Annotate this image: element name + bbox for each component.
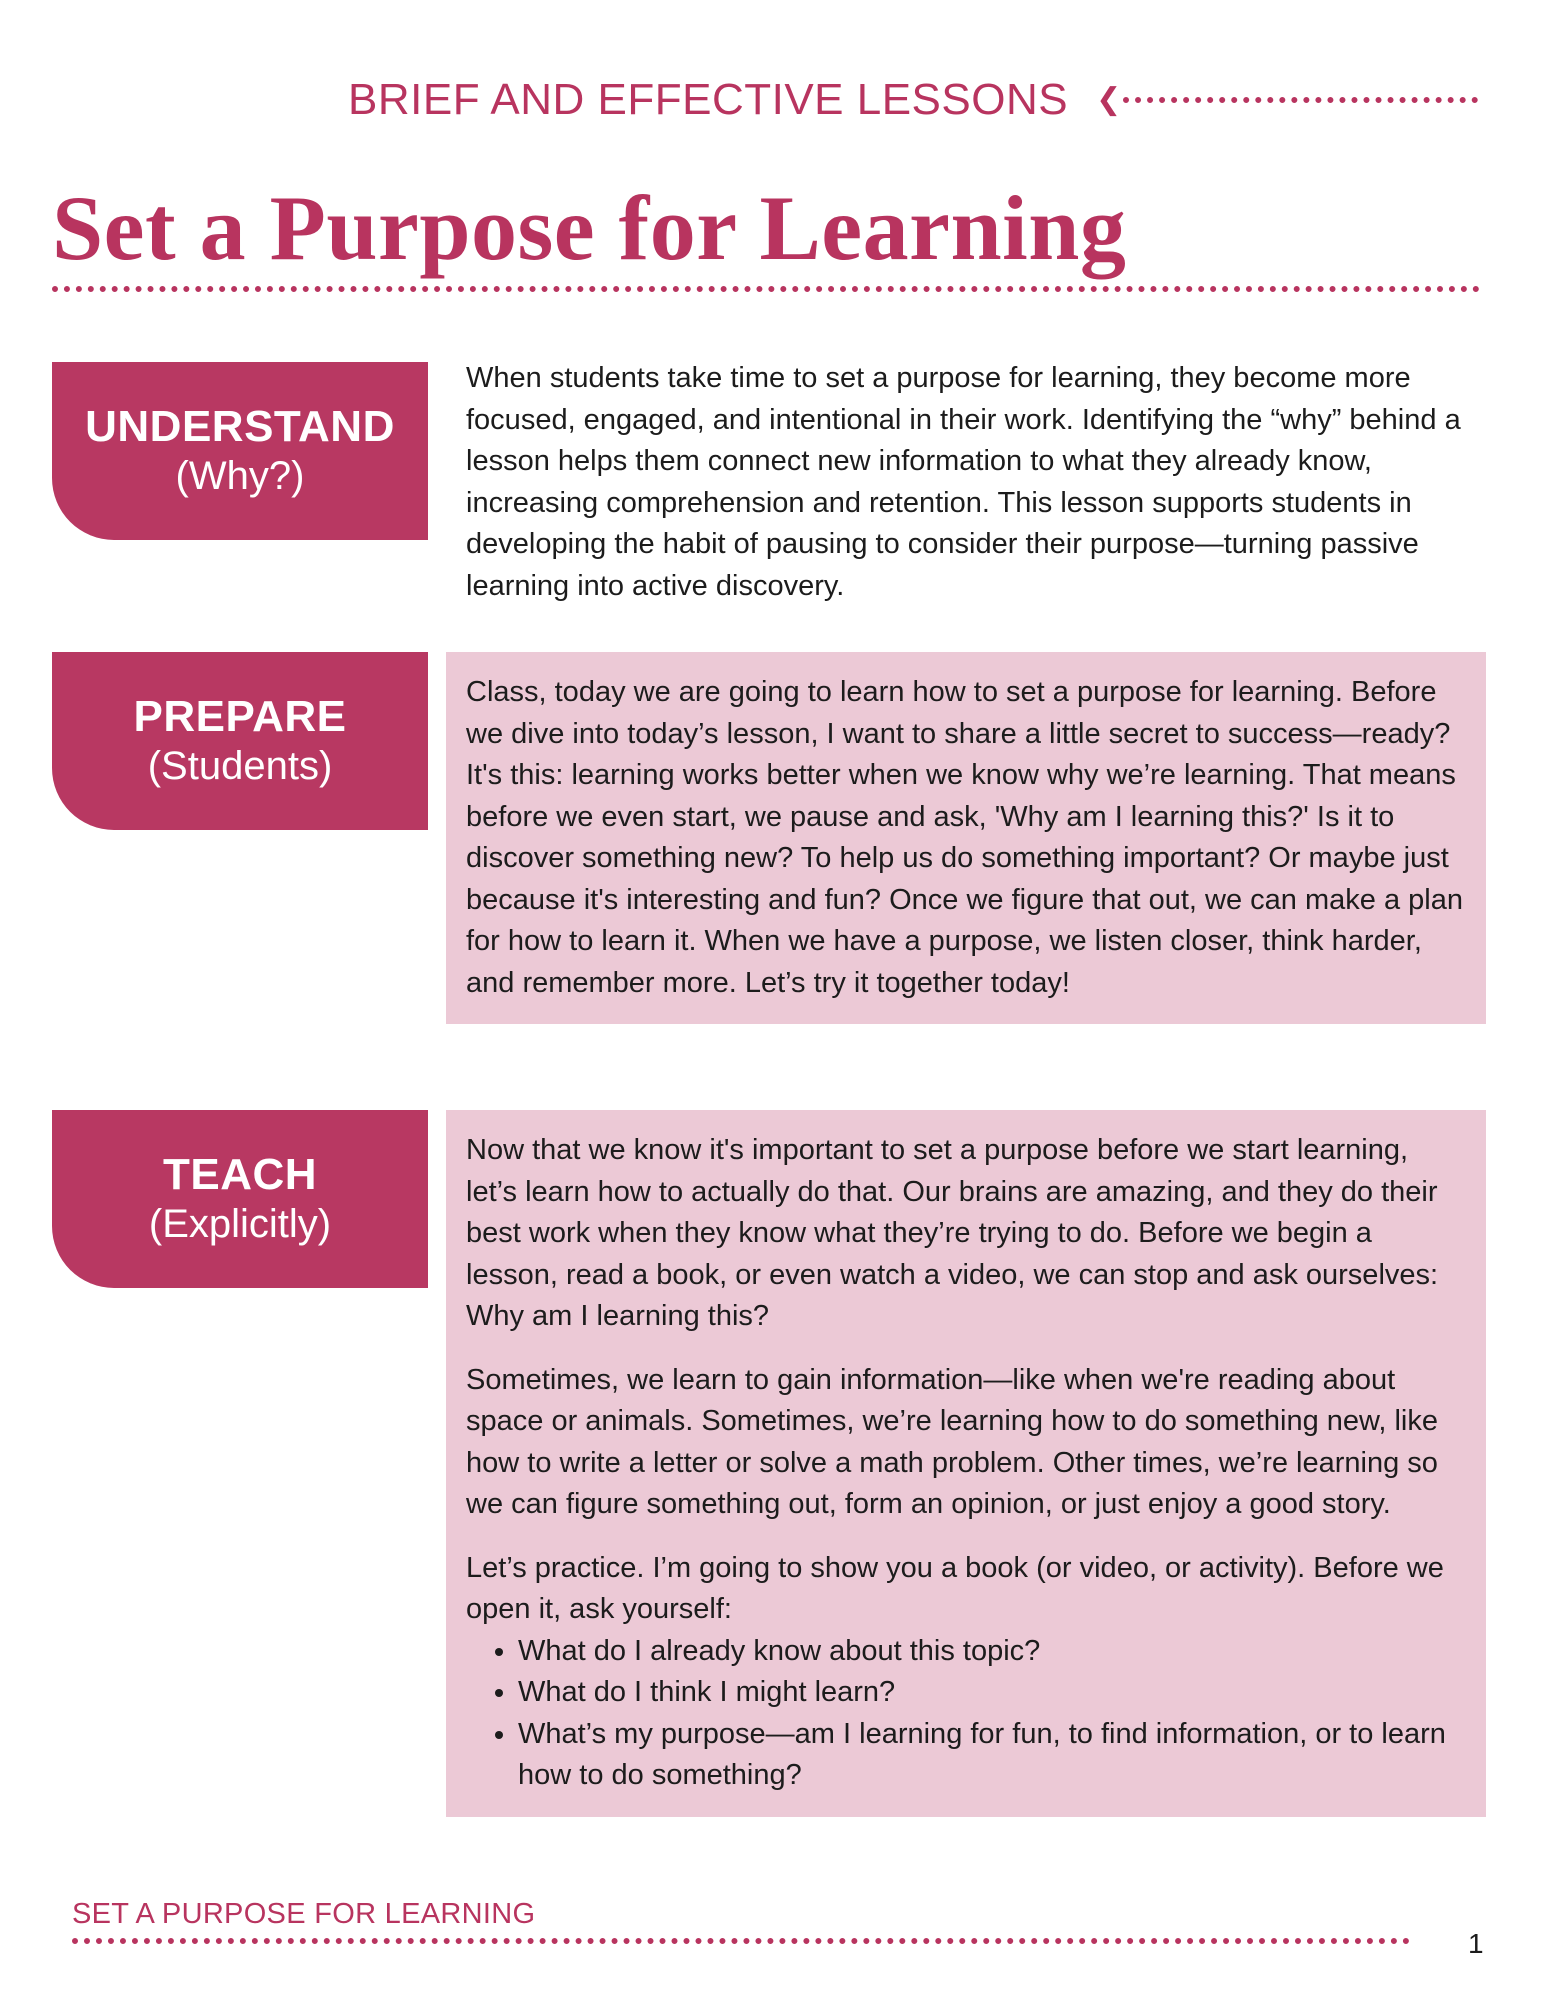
understand-tab	[52, 362, 428, 540]
understand-content	[446, 358, 1486, 607]
understand-paragraph: When students take time to set a purpose for learning, they become more focused, engaged, and intentional in their work. Identifying the “why” behind a lesson helps them connect new information to what they already know, increasing comprehension and retention. This lesson supports students in developing the habit of pausing to consider their purpose—turning passive learning into active discovery.	[466, 362, 1461, 602]
teach-paragraph-2: Sometimes, we learn to gain information—like when we're reading about space or animals. Sometimes, we’re learning how to do something new, like how to write a letter or solve a math problem. Other times, we’re learning so we can figure something out, form an opinion, or just enjoy a good story.	[466, 1363, 1438, 1520]
list-item: • What do I think I might learn?	[518, 1672, 1466, 1714]
teach-question-list	[466, 1631, 1466, 1797]
footer-divider	[72, 1938, 1410, 1944]
page-header	[348, 74, 1478, 126]
footer-label: SET A PURPOSE FOR LEARNING	[72, 1898, 536, 1930]
title-divider	[52, 286, 1480, 292]
list-item: • What’s my purpose—am I learning for fun, to find information, or to learn how to do something?	[518, 1714, 1466, 1797]
teach-paragraph-1: Now that we know it's important to set a purpose before we start learning, let’s learn how to actually do that. Our brains are amazing, and they do their best work when they know what they’re trying to do. Before we begin a lesson, read a book, or even watch a video, we can stop and ask ourselves: Why am I learning this?	[466, 1134, 1439, 1332]
header-arrow	[1096, 82, 1478, 117]
prepare-content	[446, 652, 1486, 1024]
teach-tab	[52, 1110, 428, 1288]
understand-tab-subtitle: (Why?)	[175, 454, 305, 499]
dotted-arrow-line	[1123, 97, 1478, 103]
left-arrow-icon: ❮	[1096, 82, 1122, 117]
prepare-tab-subtitle: (Students)	[147, 744, 333, 789]
prepare-tab-title: PREPARE	[133, 691, 347, 741]
page-title: Set a Purpose for Learning	[52, 177, 1127, 279]
page-number: 1	[1468, 1928, 1484, 1959]
teach-paragraph-3: Let’s practice. I’m going to show you a book (or video, or activity). Before we open it, ask yourself:	[466, 1551, 1444, 1625]
list-item: • What do I already know about this topic?	[518, 1631, 1466, 1673]
series-kicker: BRIEF AND EFFECTIVE LESSONS	[348, 75, 1069, 124]
teach-content	[446, 1110, 1486, 1817]
prepare-paragraph: Class, today we are going to learn how to set a purpose for learning. Before we dive into today’s lesson, I want to share a little secret to success—ready? It's this: learning works better when we know why we’re learning. That means before we even start, we pause and ask, 'Why am I learning this?' Is it to discover something new? To help us do something important? Or maybe just because it's interesting and fun? Once we figure that out, we can make a plan for how to learn it. When we have a purpose, we listen closer, think harder, and remember more. Let’s try it together today!	[466, 676, 1463, 999]
prepare-tab	[52, 652, 428, 830]
teach-tab-title: TEACH	[162, 1149, 318, 1199]
understand-tab-title: UNDERSTAND	[85, 401, 395, 451]
teach-tab-subtitle: (Explicitly)	[148, 1202, 332, 1247]
